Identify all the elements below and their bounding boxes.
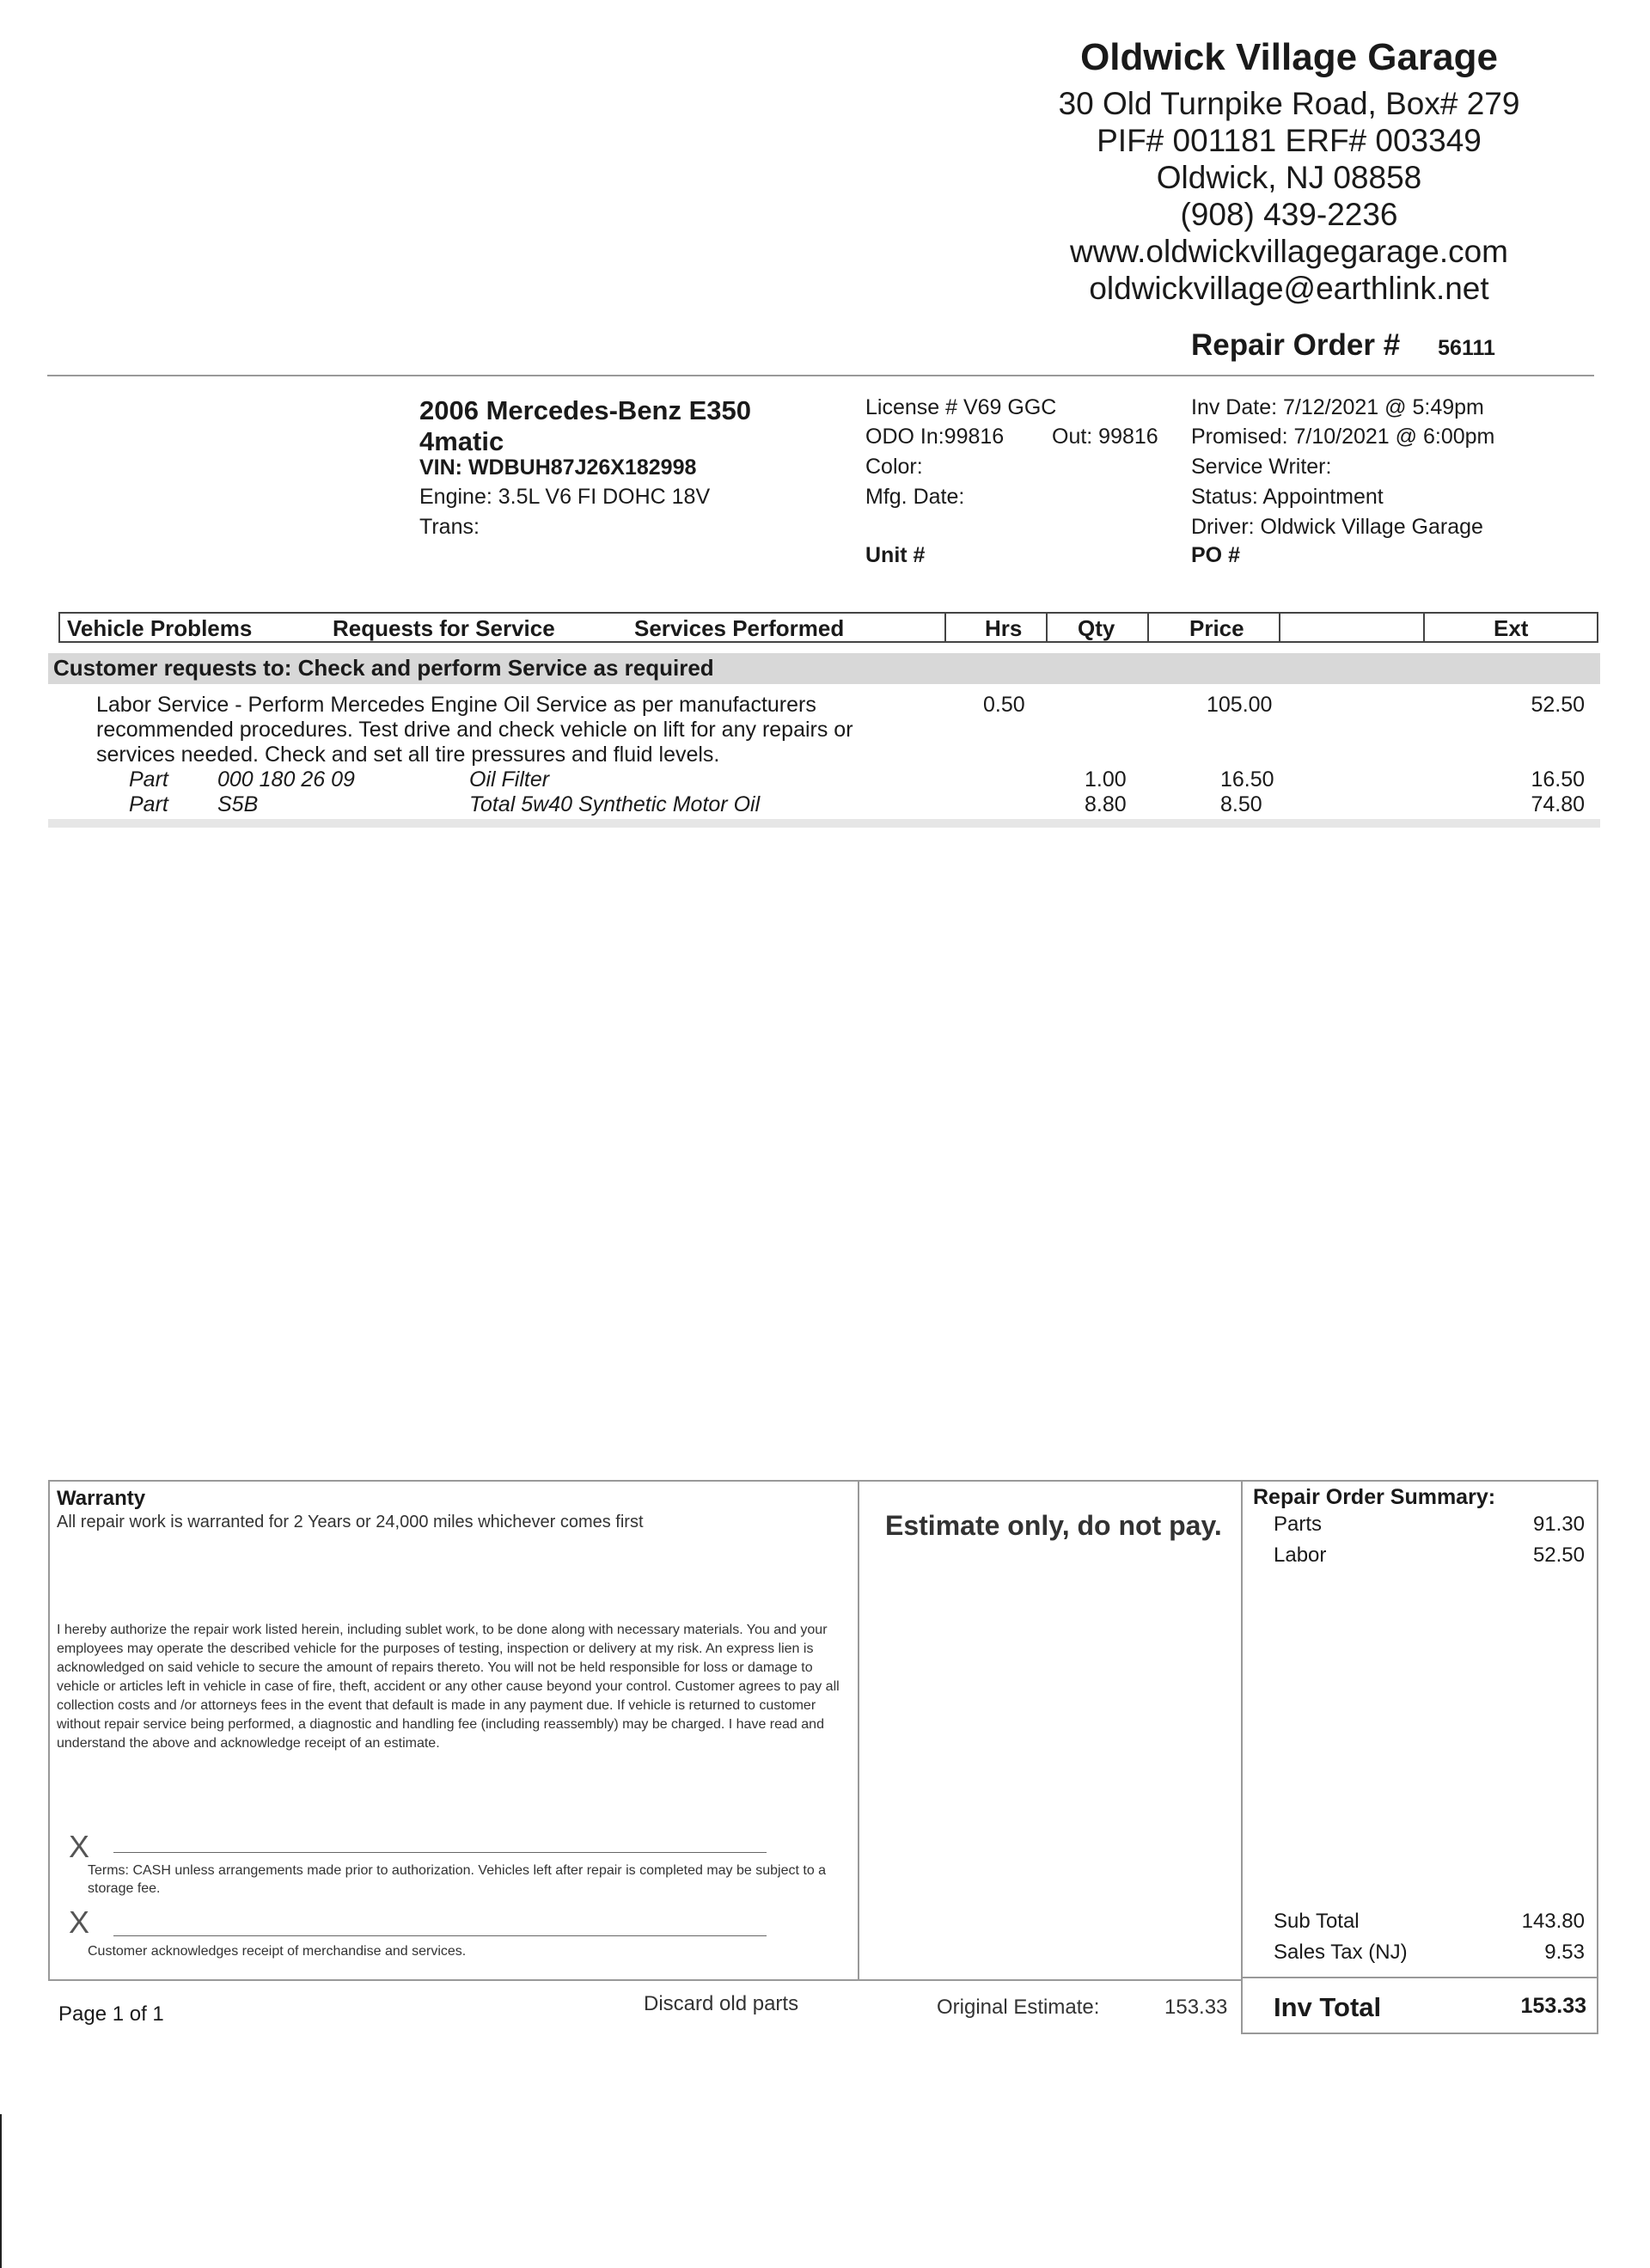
- repair-order-label: Repair Order #: [1191, 328, 1401, 362]
- vehicle-title-line2: 4matic: [419, 426, 504, 456]
- sales-tax-label: Sales Tax (NJ): [1274, 1941, 1408, 1964]
- header-price: Price: [1189, 615, 1244, 641]
- part-price: 16.50: [1220, 767, 1274, 792]
- header-divider: [47, 375, 1594, 376]
- header-requests: Requests for Service: [333, 615, 555, 641]
- repair-order-value: 56111: [1438, 336, 1495, 360]
- subtotal-value: 143.80: [1521, 1910, 1585, 1933]
- part-label: Part: [129, 792, 168, 816]
- summary-title: Repair Order Summary:: [1253, 1485, 1496, 1509]
- invoice-date: Inv Date: 7/12/2021 @ 5:49pm: [1191, 395, 1484, 419]
- promised-date: Promised: 7/10/2021 @ 6:00pm: [1191, 425, 1495, 449]
- mfg-date: Mfg. Date:: [865, 485, 965, 509]
- odometer-in: ODO In:99816: [865, 425, 1005, 449]
- part-ext: 74.80: [1531, 792, 1585, 816]
- signature-x-1: X: [69, 1829, 90, 1864]
- vehicle-title: 2006 Mercedes-Benz E350: [419, 395, 752, 425]
- part-qty: 8.80: [1085, 792, 1127, 816]
- receipt-text: Customer acknowledges receipt of merchandise and services.: [88, 1944, 467, 1959]
- driver: Driver: Oldwick Village Garage: [1191, 515, 1483, 539]
- shop-website: www.oldwickvillagegarage.com: [1070, 234, 1508, 269]
- inv-total-label: Inv Total: [1274, 1992, 1382, 2022]
- order-status: Status: Appointment: [1191, 485, 1384, 509]
- unit-number: Unit #: [865, 543, 926, 567]
- request-band-text: Customer requests to: Check and perform Service as required: [53, 655, 714, 681]
- part-number: S5B: [217, 792, 259, 816]
- page-number: Page 1 of 1: [58, 2002, 164, 2026]
- labor-line-3: services needed. Check and set all tire pressures and fluid levels.: [96, 743, 720, 767]
- warranty-title: Warranty: [57, 1487, 146, 1510]
- license-number: License # V69 GGC: [865, 395, 1057, 419]
- authorization-text: I hereby authorize the repair work listed herein, including sublet work, to be done along with necessary materials. You and your employees may operate the described vehicle for the purposes of testing, inspection or delivery at my risk. An express lien is acknowledged on said vehicle to secure the amount of repairs thereto. You will not be held responsible for loss or damage to vehicle or articles left in vehicle in case of fire, theft, accident or any other cause beyond your control. Customer agrees to pay all collection costs and /or attorneys fees in the event that default is made in any payment due. If vehicle is returned to customer without repair service being performed, a diagnostic and handling fee (including reassembly) may be charged. I have read and understand the above and acknowledge receipt of an estimate.: [57, 1623, 840, 1751]
- shop-permits: PIF# 001181 ERF# 003349: [1097, 123, 1482, 158]
- sales-tax-value: 9.53: [1544, 1941, 1585, 1964]
- vehicle-color: Color:: [865, 455, 923, 479]
- shop-email: oldwickvillage@earthlink.net: [1089, 271, 1489, 306]
- vehicle-engine: Engine: 3.5L V6 FI DOHC 18V: [419, 485, 711, 509]
- summary-parts-value: 91.30: [1532, 1513, 1585, 1536]
- original-estimate-label: Original Estimate:: [937, 1996, 1100, 2019]
- estimate-note: Estimate only, do not pay.: [885, 1510, 1222, 1541]
- table-header-blank-box: [1279, 612, 1425, 643]
- part-description: Total 5w40 Synthetic Motor Oil: [469, 792, 761, 816]
- shop-phone: (908) 439-2236: [1180, 197, 1398, 232]
- table-row: [0, 792, 1650, 817]
- header-qty: Qty: [1078, 615, 1115, 641]
- subtotal-label: Sub Total: [1274, 1910, 1360, 1933]
- summary-parts-label: Parts: [1274, 1513, 1323, 1536]
- labor-ext: 52.50: [1531, 693, 1585, 717]
- vehicle-vin: VIN: WDBUH87J26X182998: [419, 455, 697, 480]
- part-number: 000 180 26 09: [217, 767, 355, 792]
- header-services: Services Performed: [634, 615, 845, 641]
- inv-total-value: 153.33: [1520, 1994, 1586, 2018]
- summary-labor-value: 52.50: [1532, 1544, 1585, 1567]
- labor-description: [96, 693, 887, 767]
- header-ext: Ext: [1494, 615, 1529, 641]
- warranty-text: All repair work is warranted for 2 Years or 24,000 miles whichever comes first: [57, 1513, 644, 1531]
- odometer-out: Out: 99816: [1052, 425, 1158, 449]
- header-hrs: Hrs: [985, 615, 1023, 641]
- part-ext: 16.50: [1531, 767, 1585, 792]
- header-vehicle-problems: Vehicle Problems: [67, 615, 253, 641]
- estimate-box: [858, 1480, 1243, 1981]
- terms-text: Terms: CASH unless arrangements made prior to authorization. Vehicles left after repair is completed may be subject to a storage fee.: [88, 1863, 827, 1896]
- labor-hrs: 0.50: [983, 693, 1025, 717]
- signature-line-1: [113, 1852, 767, 1853]
- po-number: PO #: [1191, 543, 1240, 567]
- scan-edge-mark: [0, 2114, 2, 2268]
- repair-order-number: [1191, 328, 1495, 363]
- shop-name: Oldwick Village Garage: [1080, 36, 1498, 78]
- labor-line-1: Labor Service - Perform Mercedes Engine Oil Service as per manufacturers: [96, 693, 816, 717]
- total-divider: [1241, 1977, 1598, 1978]
- part-qty: 1.00: [1085, 767, 1127, 792]
- original-estimate-value: 153.33: [1164, 1996, 1228, 2019]
- labor-price: 105.00: [1207, 693, 1273, 717]
- service-writer: Service Writer:: [1191, 455, 1332, 479]
- table-end-strip: [48, 819, 1600, 828]
- shop-address: 30 Old Turnpike Road, Box# 279: [1058, 86, 1520, 121]
- labor-line-2: recommended procedures. Test drive and check vehicle on lift for any repairs or: [96, 718, 853, 742]
- table-row: [0, 767, 1650, 792]
- shop-city: Oldwick, NJ 08858: [1156, 160, 1422, 195]
- vehicle-trans: Trans:: [419, 515, 480, 539]
- summary-labor-label: Labor: [1274, 1544, 1327, 1567]
- part-label: Part: [129, 767, 168, 792]
- discard-old-parts: Discard old parts: [644, 1992, 799, 2015]
- signature-line-2: [113, 1935, 767, 1936]
- signature-x-2: X: [69, 1904, 90, 1940]
- part-description: Oil Filter: [469, 767, 550, 792]
- part-price: 8.50: [1220, 792, 1262, 816]
